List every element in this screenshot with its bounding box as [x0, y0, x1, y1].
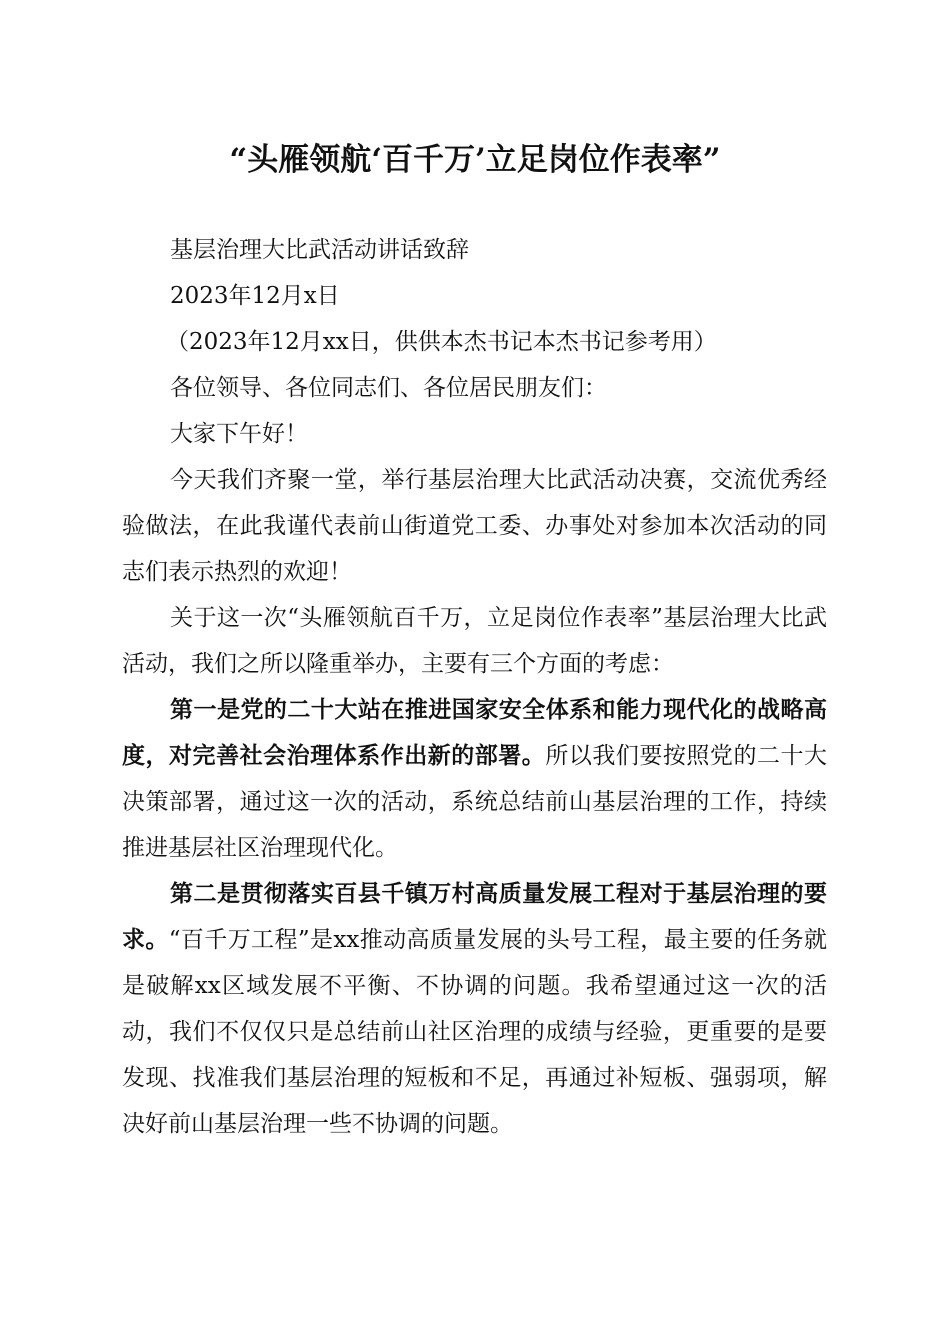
paragraph-2: 关于这一次“头雁领航百千万，立足岗位作表率”基层治理大比武活动，我们之所以隆重举办，主要有三个方面的考虑： — [122, 605, 827, 677]
paragraph-1: 今天我们齐聚一堂，举行基层治理大比武活动决赛，交流优秀经验做法，在此我谨代表前山街道党工委、办事处对参加本次活动的同志们表示热烈的欢迎！ — [122, 467, 827, 585]
paragraph-4 — [122, 871, 827, 1147]
paragraph-4-lead: 第二是贯彻落实百县千镇万村高质量发展工程对于基层治理的要求。 — [122, 880, 827, 953]
document-title: “头雁领航‘百千万’立足岗位作表率” — [229, 142, 721, 178]
paragraph-3-body: 所以我们要按照党的二十大决策部署，通过这一次的活动，系统总结前山基层治理的工作，持续推进基层社区治理现代化。 — [122, 743, 828, 861]
subtitle-line: 基层治理大比武活动讲话致辞 — [170, 237, 469, 263]
greeting-line: 大家下午好！ — [170, 421, 308, 447]
paragraph-4-body: “百千万工程”是xx推动高质量发展的头号工程，最主要的任务就是破解xx区域发展不平衡、不协调的问题。我希望通过这一次的活动，我们不仅仅只是总结前山社区治理的成绩与经验，更重要的是要发现、找准我们基层治理的短板和不足，再通过补短板、强弱项，解决好前山基层治理一些不协调的问题。 — [122, 927, 828, 1137]
document-body — [122, 227, 827, 1147]
paragraph-3 — [122, 687, 827, 871]
paragraph-3-lead: 第一是党的二十大站在推进国家安全体系和能力现代化的战略高度，对完善社会治理体系作出新的部署。 — [122, 696, 827, 769]
date-line: 2023年12月x日 — [170, 283, 340, 309]
salutation-line: 各位领导、各位同志们、各位居民朋友们： — [170, 375, 607, 401]
note-line: （2023年12月xx日，供供本杰书记本杰书记参考用） — [166, 329, 717, 355]
